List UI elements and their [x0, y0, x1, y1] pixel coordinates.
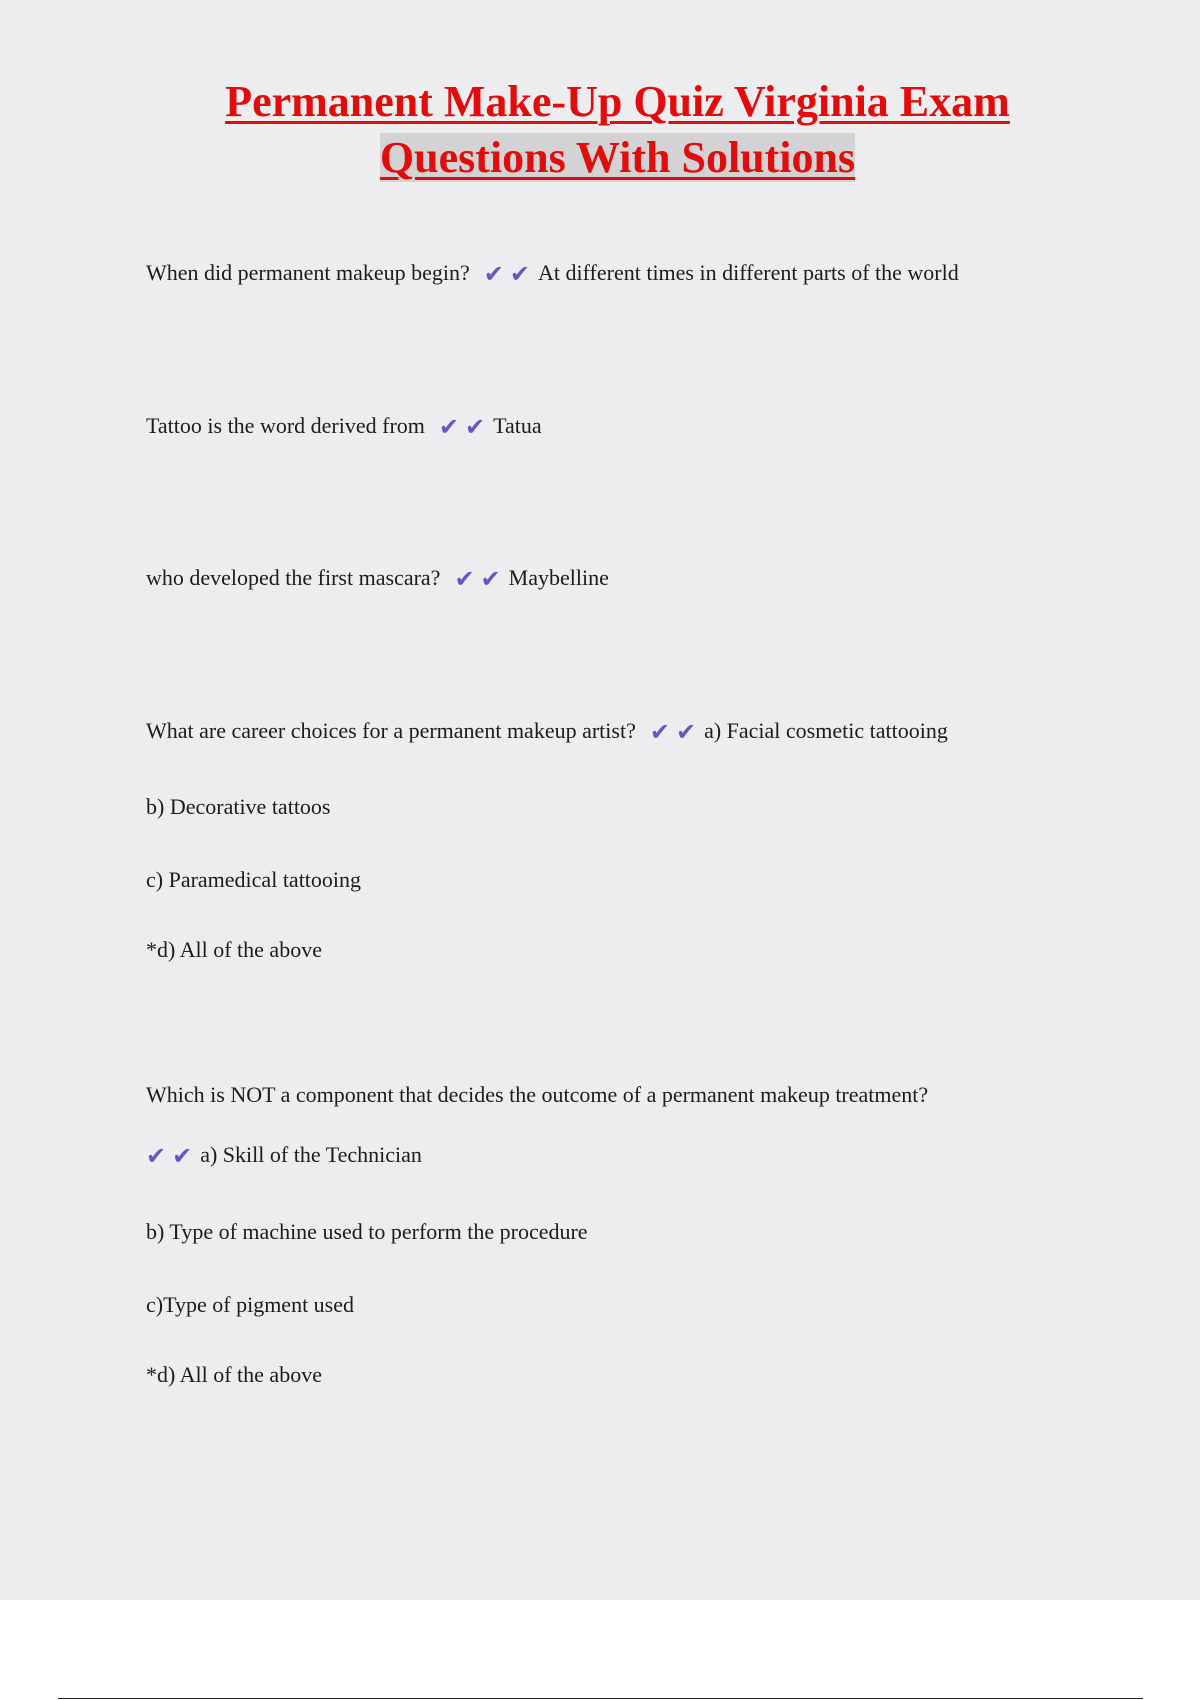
- option-item: c) Paramedical tattooing: [146, 867, 362, 892]
- answer-text: Maybelline: [508, 565, 609, 590]
- double-checkmark-icon: ✔✔: [454, 565, 507, 593]
- question-text: When did permanent makeup begin?: [146, 260, 470, 285]
- answer-text: a) Skill of the Technician: [200, 1142, 422, 1167]
- document-title: [120, 74, 1115, 186]
- question-text: Tattoo is the word derived from: [146, 413, 425, 438]
- question-5: [146, 1080, 928, 1110]
- answer-text: Tatua: [493, 413, 542, 438]
- question-4: [146, 716, 948, 747]
- question-text: who developed the first mascara?: [146, 565, 441, 590]
- option-item: b) Type of machine used to perform the procedure: [146, 1219, 588, 1244]
- footer-divider: [58, 1698, 1143, 1699]
- question-2: [146, 411, 542, 442]
- option-item: *d) All of the above: [146, 1362, 322, 1387]
- answer-text: At different times in different parts of the world: [538, 260, 959, 285]
- answer-line: [146, 1140, 422, 1171]
- option-item: b) Decorative tattoos: [146, 794, 331, 819]
- question-1: [146, 258, 959, 289]
- double-checkmark-icon: ✔✔: [146, 1142, 199, 1170]
- option-item: c)Type of pigment used: [146, 1292, 355, 1317]
- double-checkmark-icon: ✔✔: [649, 718, 703, 746]
- title-line-1: Permanent Make-Up Quiz Virginia Exam: [225, 77, 1010, 126]
- option-item: *d) All of the above: [146, 937, 322, 962]
- question-text: What are career choices for a permanent makeup artist?: [146, 718, 636, 743]
- question-3: [146, 563, 609, 594]
- double-checkmark-icon: ✔✔: [438, 413, 492, 441]
- double-checkmark-icon: ✔✔: [483, 260, 536, 288]
- title-line-2: Questions With Solutions: [379, 133, 856, 182]
- answer-text: a) Facial cosmetic tattooing: [704, 718, 948, 743]
- question-text: Which is NOT a component that decides the outcome of a permanent makeup treatment?: [146, 1082, 929, 1107]
